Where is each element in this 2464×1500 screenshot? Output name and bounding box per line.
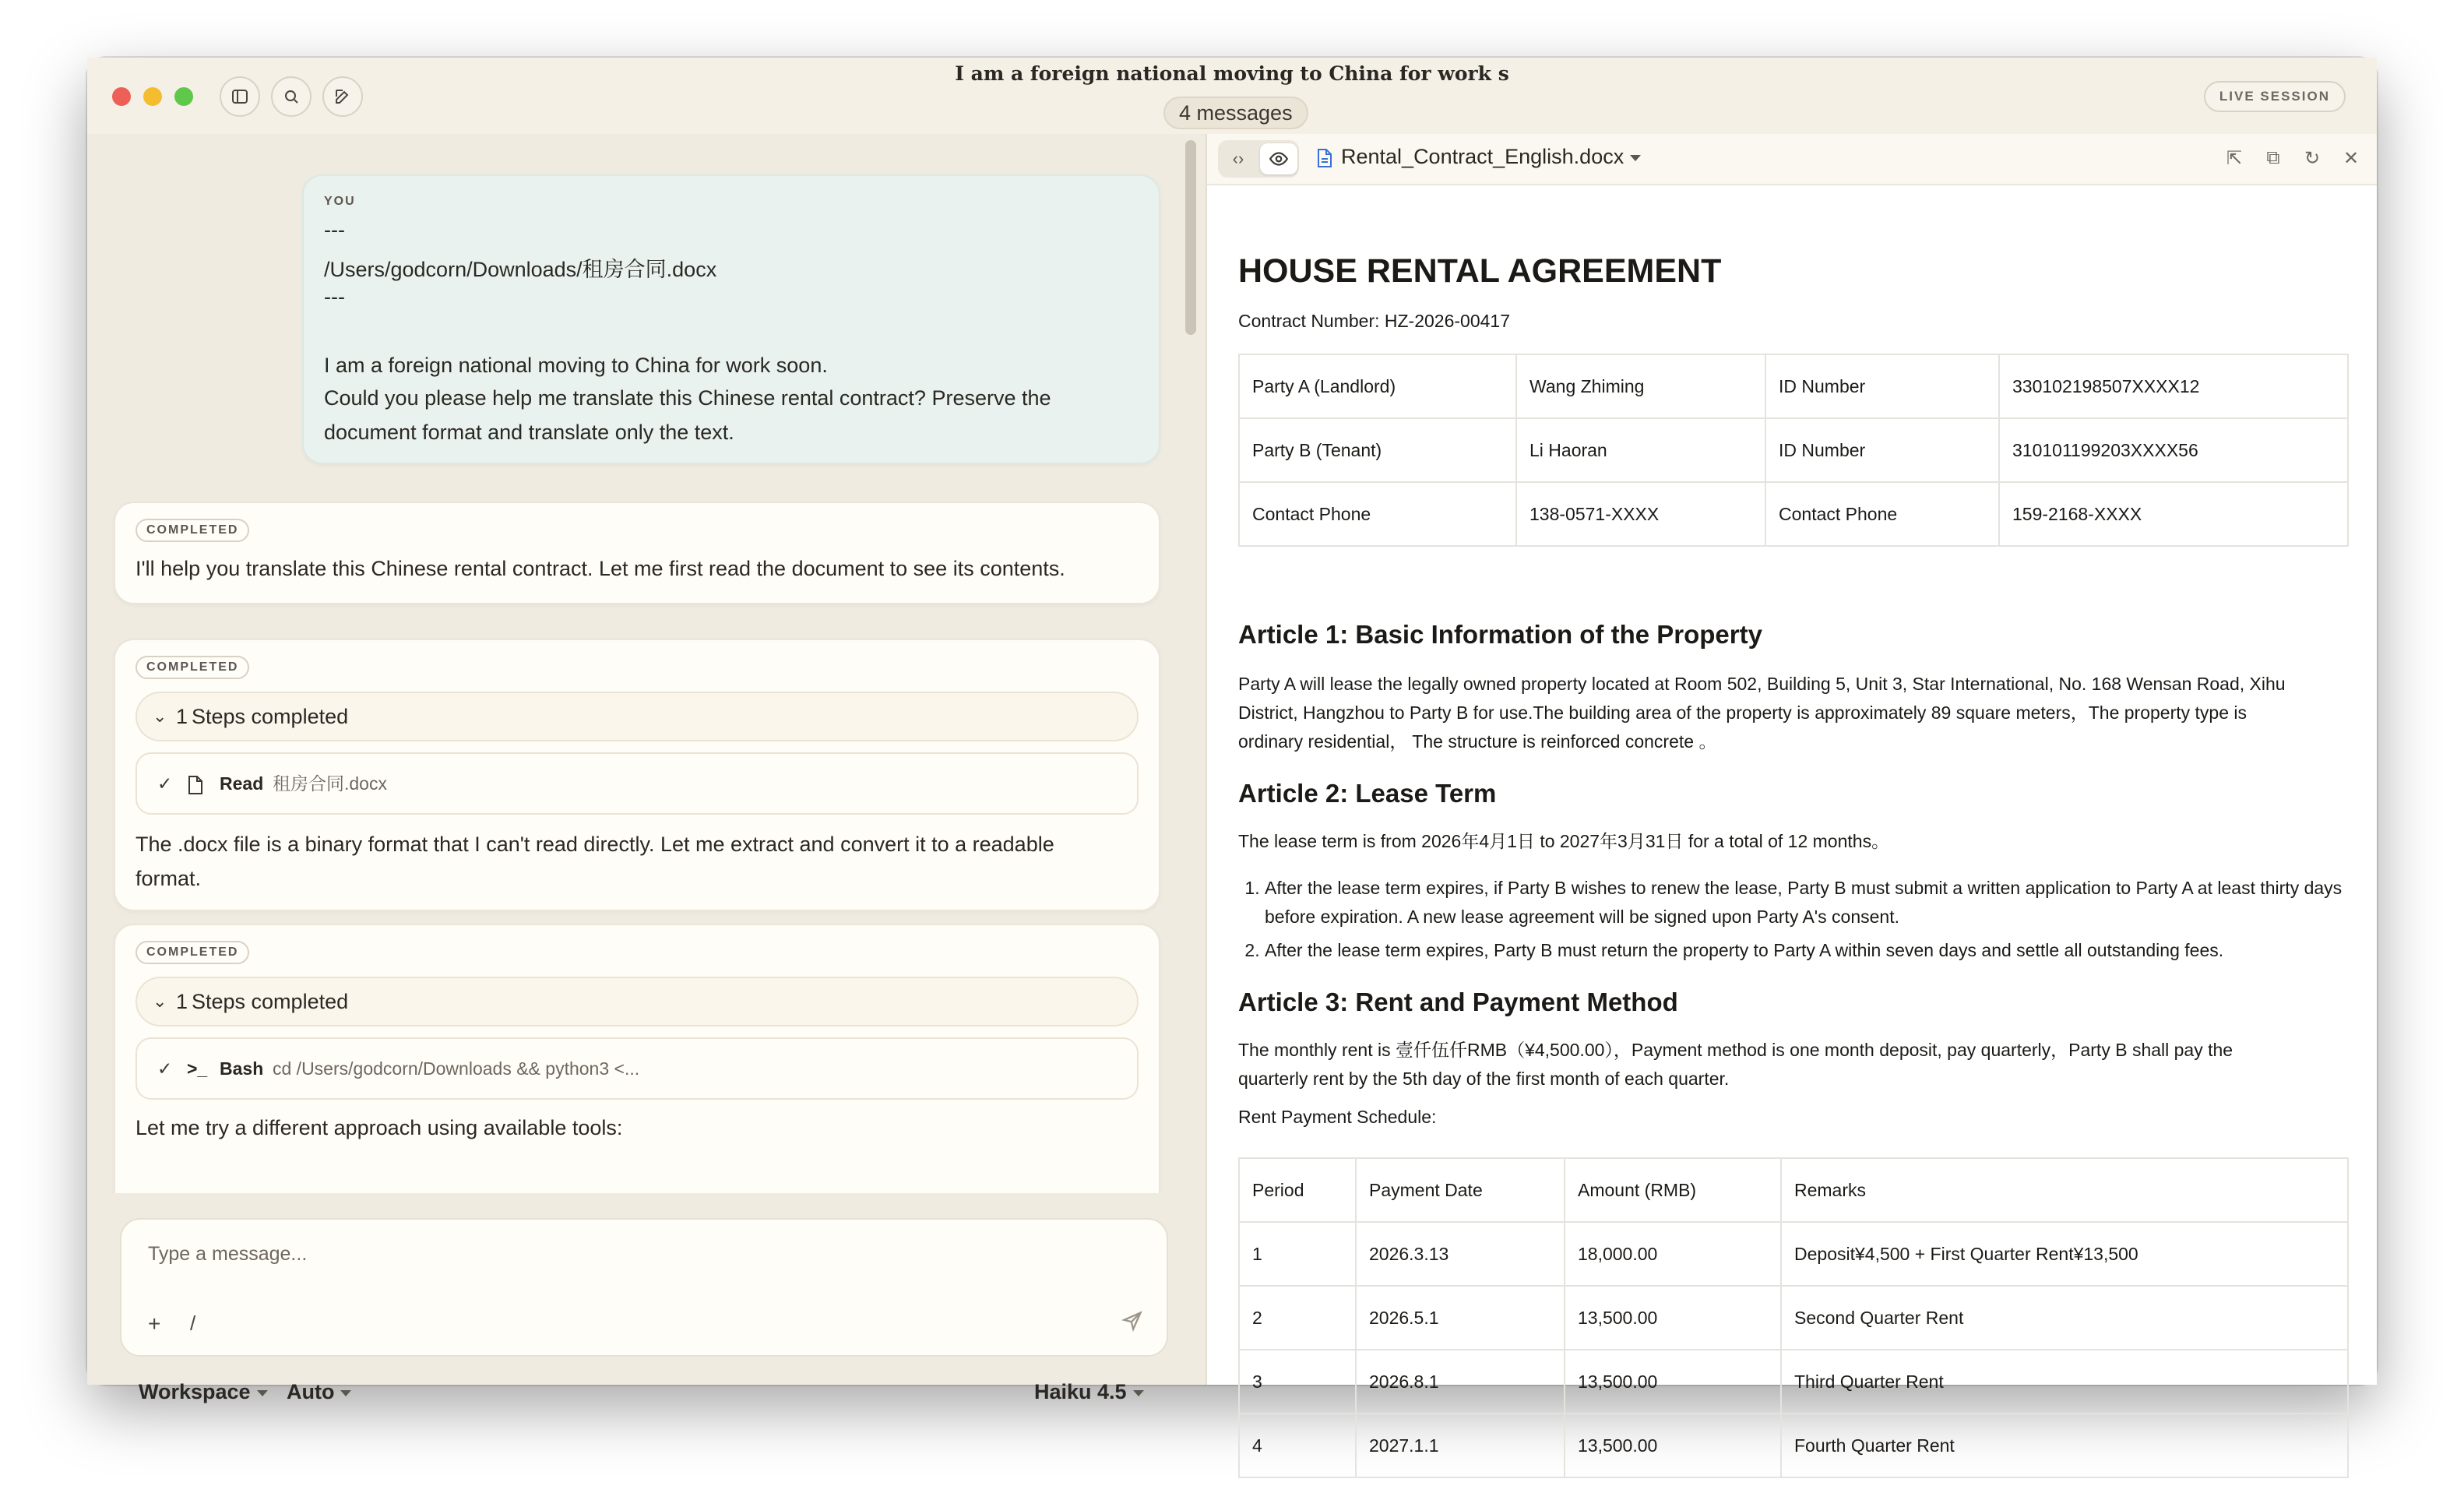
slash-command-button[interactable]: /: [190, 1312, 196, 1335]
assistant-message: [114, 639, 1160, 911]
assistant-message: [114, 924, 1160, 1235]
table-cell: Li Haoran: [1516, 418, 1765, 482]
message-input[interactable]: Type a message...: [148, 1243, 308, 1265]
file-selector[interactable]: [1316, 145, 1641, 169]
document-preview: [1207, 187, 2377, 1456]
add-attachment-button[interactable]: +: [148, 1312, 161, 1336]
article-text: quarterly rent by the 5th day of the first month of each quarter.: [1238, 1069, 1730, 1089]
minimize-window-button[interactable]: [143, 87, 162, 106]
table-cell: 159-2168-XXXX: [1999, 482, 2348, 546]
table-cell: 1: [1239, 1222, 1356, 1286]
document-icon: [1316, 148, 1333, 168]
table-cell: ID Number: [1765, 418, 1999, 482]
user-message-line: Could you please help me translate this Chinese rental contract? Preserve the: [324, 386, 1051, 410]
compose-icon: [333, 87, 352, 106]
caret-down-icon: [1630, 155, 1641, 161]
app-window: [87, 58, 2377, 1456]
table-cell: Fourth Quarter Rent: [1781, 1414, 2348, 1477]
table-cell: 2026.3.13: [1356, 1222, 1565, 1286]
table-cell: 2026.8.1: [1356, 1350, 1565, 1414]
table-row: [1239, 1222, 2348, 1286]
table-cell: 2027.1.1: [1356, 1414, 1565, 1477]
chevron-down-icon: ⌄: [153, 991, 167, 1011]
table-cell: 2: [1239, 1286, 1356, 1350]
tool-name: Bash: [220, 1058, 264, 1079]
table-cell: 4: [1239, 1414, 1356, 1477]
terminal-icon: >_: [187, 1058, 208, 1079]
caret-down-icon: [257, 1390, 268, 1396]
eye-icon: [1269, 149, 1289, 169]
workspace-label: Workspace: [139, 1380, 251, 1403]
rent-schedule-table: [1238, 1157, 2349, 1478]
tool-call-bash[interactable]: [136, 1037, 1139, 1100]
tool-call-read[interactable]: [136, 752, 1139, 815]
table-cell: Contact Phone: [1239, 482, 1516, 546]
contract-number: Contract Number: HZ-2026-00417: [1238, 311, 1510, 331]
assistant-message: [114, 502, 1160, 604]
user-message-line: document format and translate only the text.: [324, 421, 734, 444]
preview-pane: [1206, 134, 2377, 1456]
steps-count: 1: [176, 705, 188, 728]
code-view-button[interactable]: [1220, 143, 1257, 174]
chat-scrollbar[interactable]: [1185, 140, 1196, 335]
article-text: District, Hangzhou to Party B for use.The building area of the property is approximately 89 square meters，The property type is: [1238, 702, 2248, 723]
steps-toggle[interactable]: [136, 692, 1139, 741]
sidebar-icon: [231, 87, 249, 106]
lease-term-list: [1238, 874, 2347, 970]
search-icon: [282, 87, 301, 106]
table-header-row: [1239, 1158, 2348, 1222]
tool-name: Read: [220, 773, 264, 794]
table-cell: Party B (Tenant): [1239, 418, 1516, 482]
caret-down-icon: [1133, 1390, 1144, 1396]
table-row: [1239, 418, 2348, 482]
table-header-cell: Remarks: [1781, 1158, 2348, 1222]
steps-label: Steps completed: [192, 990, 349, 1013]
title-bar: [87, 58, 2377, 134]
mode-selector[interactable]: [287, 1380, 351, 1404]
list-item: 1. After the lease term expires, if Party B wishes to renew the lease, Party B must submit a written application to Party A at least thirty days before expiration. A new lease agreement will be signed upon Party A's consent.: [1265, 874, 2347, 931]
table-cell: Deposit¥4,500 + First Quarter Rent¥13,500: [1781, 1222, 2348, 1286]
send-button[interactable]: [1121, 1310, 1143, 1336]
close-icon[interactable]: ✕: [2343, 147, 2360, 169]
parties-table: [1238, 354, 2349, 547]
table-cell: 310101199203XXXX56: [1999, 418, 2348, 482]
table-cell: ID Number: [1765, 354, 1999, 418]
table-cell: Contact Phone: [1765, 482, 1999, 546]
table-cell: 2026.5.1: [1356, 1286, 1565, 1350]
zoom-window-button[interactable]: [174, 87, 193, 106]
table-cell: 138-0571-XXXX: [1516, 482, 1765, 546]
message-composer[interactable]: [120, 1218, 1168, 1357]
article-text: The monthly rent is 壹仟伍仟RMB（¥4,500.00），Payment method is one month deposit, pay quarterly，Party B shall pay the: [1238, 1040, 2233, 1060]
message-count: 4 messages: [1163, 97, 1308, 129]
table-row: [1239, 1414, 2348, 1477]
user-message-line: I am a foreign national moving to China for work soon.: [324, 354, 828, 377]
table-cell: 18,000.00: [1565, 1222, 1781, 1286]
preview-view-button[interactable]: [1260, 143, 1297, 174]
article-heading: Article 1: Basic Information of the Property: [1238, 620, 1762, 649]
chevron-down-icon: ⌄: [153, 706, 167, 726]
table-cell: 13,500.00: [1565, 1286, 1781, 1350]
article-text: The lease term is from 2026年4月1日 to 2027年3月31日 for a total of 12 months。: [1238, 831, 1890, 851]
close-window-button[interactable]: [112, 87, 131, 106]
table-cell: 13,500.00: [1565, 1414, 1781, 1477]
preview-toolbar: [1207, 134, 2377, 185]
assistant-text: Let me try a different approach using available tools:: [136, 1116, 623, 1139]
steps-label: Steps completed: [192, 705, 349, 728]
table-row: [1239, 354, 2348, 418]
table-row: [1239, 1350, 2348, 1414]
table-cell: 3: [1239, 1350, 1356, 1414]
window-title: I am a foreign national moving to China for work s: [955, 62, 1509, 85]
article-heading: Article 2: Lease Term: [1238, 779, 1497, 808]
status-badge: COMPLETED: [136, 656, 249, 679]
table-cell: 13,500.00: [1565, 1350, 1781, 1414]
steps-toggle[interactable]: [136, 977, 1139, 1026]
code-icon: ‹›: [1232, 149, 1244, 168]
check-icon: ✓: [157, 773, 173, 794]
table-row: [1239, 1286, 2348, 1350]
assistant-text: I'll help you translate this Chinese rental contract. Let me first read the document to see its contents.: [136, 557, 1065, 580]
open-external-icon[interactable]: ⇱: [2226, 147, 2243, 169]
user-message-line: /Users/godcorn/Downloads/租房合同.docx: [324, 258, 717, 281]
table-cell: 330102198507XXXX12: [1999, 354, 2348, 418]
chat-pane: [87, 134, 1206, 1403]
refresh-icon[interactable]: ↻: [2304, 147, 2321, 169]
assistant-text: format.: [136, 867, 202, 890]
mode-label: Auto: [287, 1380, 335, 1403]
schedule-label: Rent Payment Schedule:: [1238, 1107, 1437, 1127]
assistant-text: The .docx file is a binary format that I can't read directly. Let me extract and convert it to a readable: [136, 833, 1054, 856]
status-badge: COMPLETED: [136, 941, 249, 964]
table-cell: Party A (Landlord): [1239, 354, 1516, 418]
user-label: YOU: [324, 195, 356, 208]
table-header-cell: Period: [1239, 1158, 1356, 1222]
copy-icon[interactable]: ⧉: [2266, 147, 2280, 168]
article-heading: Article 3: Rent and Payment Method: [1238, 988, 1678, 1016]
status-badge: COMPLETED: [136, 519, 249, 542]
workspace-selector[interactable]: [139, 1380, 268, 1404]
list-item: 2. After the lease term expires, Party B must return the property to Party A within seven days and settle all outstanding fees.: [1265, 936, 2347, 965]
article-text: Party A will lease the legally owned property located at Room 502, Building 5, Unit 3, Star International, No. 168 Wensan Road, Xihu: [1238, 674, 2286, 694]
table-header-cell: Payment Date: [1356, 1158, 1565, 1222]
tool-argument: 租房合同.docx: [273, 773, 387, 794]
view-toggle: [1218, 140, 1299, 178]
check-icon: ✓: [157, 1058, 173, 1079]
model-label: Haiku 4.5: [1034, 1380, 1127, 1403]
tool-argument: cd /Users/godcorn/Downloads && python3 <...: [273, 1058, 640, 1079]
document-title: HOUSE RENTAL AGREEMENT: [1238, 252, 1722, 290]
live-session-badge: LIVE SESSION: [2204, 81, 2346, 112]
table-cell: Third Quarter Rent: [1781, 1350, 2348, 1414]
send-icon: [1121, 1310, 1143, 1332]
table-header-cell: Amount (RMB): [1565, 1158, 1781, 1222]
caret-down-icon: [340, 1390, 351, 1396]
steps-count: 1: [176, 990, 188, 1013]
file-name: Rental_Contract_English.docx: [1341, 145, 1624, 168]
model-selector[interactable]: [1034, 1380, 1144, 1404]
file-icon: [187, 754, 204, 813]
table-cell: Wang Zhiming: [1516, 354, 1765, 418]
table-row: [1239, 482, 2348, 546]
user-message-line: ---: [324, 285, 345, 308]
user-message-line: ---: [324, 218, 345, 241]
table-cell: Second Quarter Rent: [1781, 1286, 2348, 1350]
user-message: [302, 174, 1160, 464]
article-text: ordinary residential， The structure is reinforced concrete 。: [1238, 731, 1717, 752]
